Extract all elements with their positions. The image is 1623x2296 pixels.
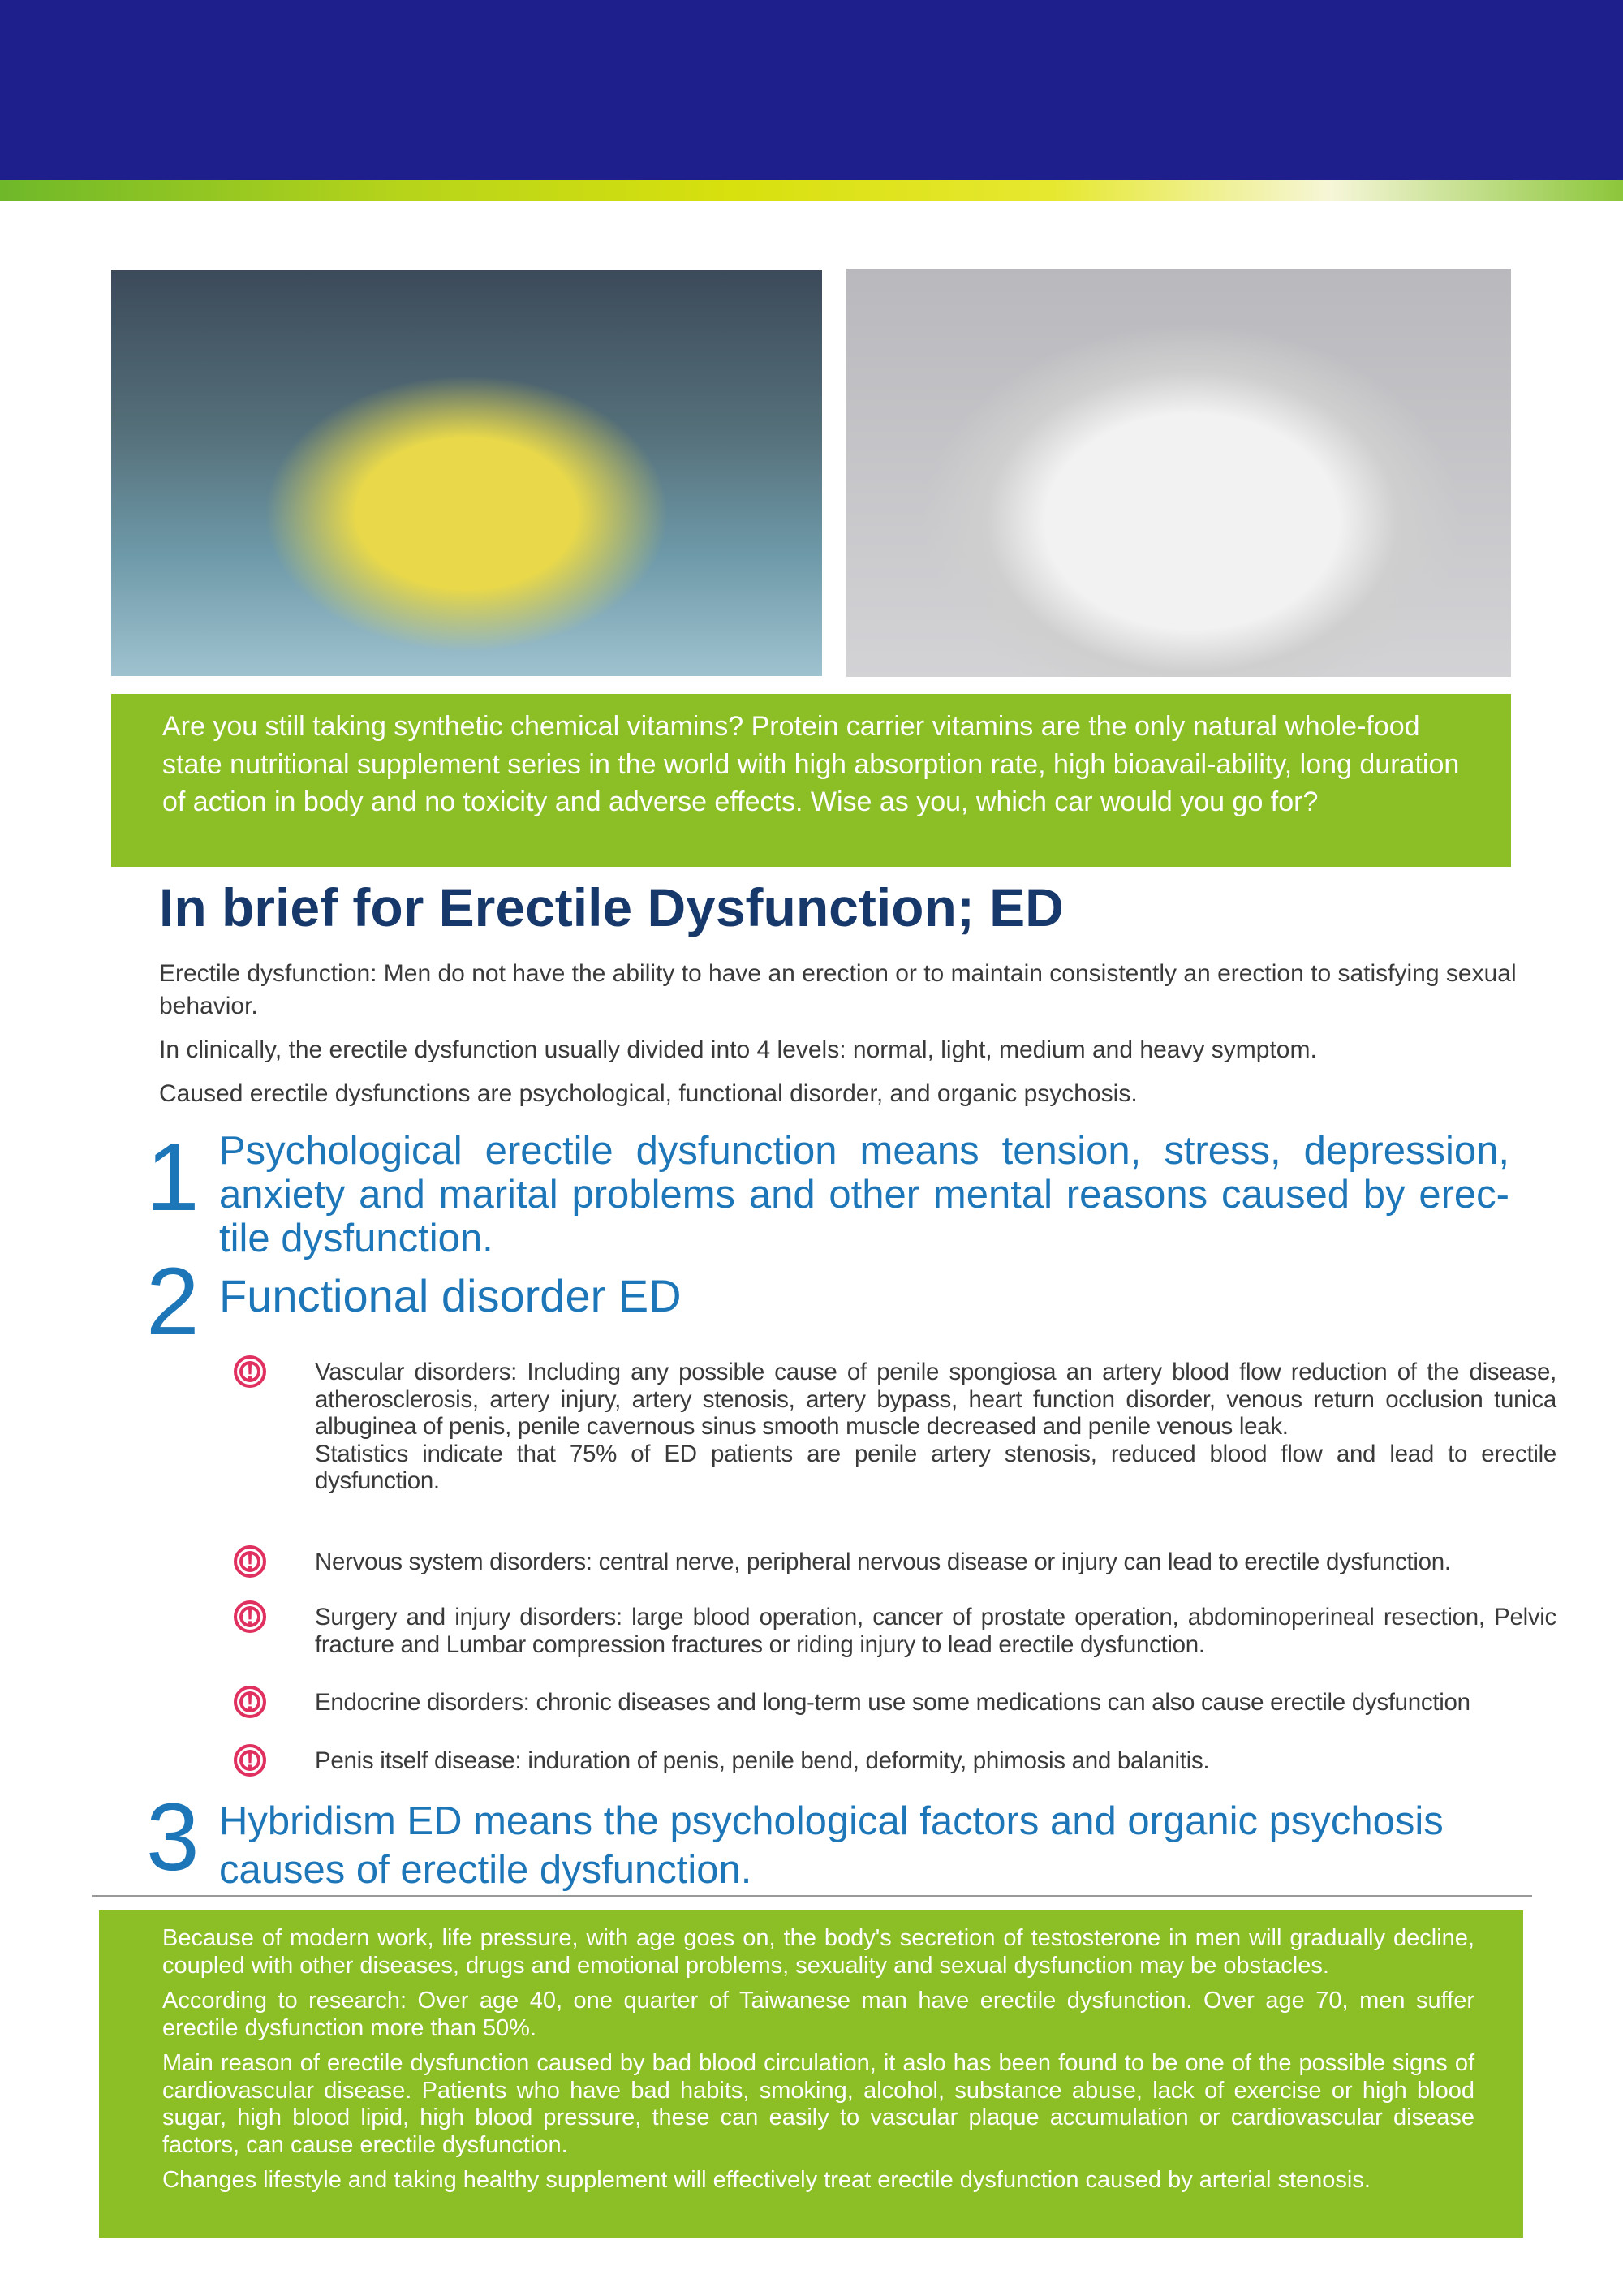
list-item (234, 1604, 1565, 1658)
summary-paragraph: Changes lifestyle and taking healthy supplement will effectively treat erectile dysfunction caused by arterial stenosis. (162, 2167, 1371, 2193)
list-item (234, 1359, 1565, 1495)
summary-paragraph: Main reason of erectile dysfunction caused by bad blood circulation, it aslo has been found to be one of the possible signs of cardiovascular disease. Patients who have bad habits, smoking, alcohol, substance abuse, lack of exercise or high blood sugar, high blood lipid, high blood pressure, these can easily to vascular plaque accumulation or cardiovascular disease factors, can cause erectile dysfunction. (162, 2050, 1474, 2158)
exclamation-circle-icon: ! (234, 1355, 266, 1388)
bullet-text: Penis itself disease: induration of penis, penile bend, deformity, phimosis and balanitis. (315, 1747, 1210, 1774)
exclamation-circle-icon: ! (234, 1600, 266, 1633)
section-text: Hybridism ED means the psychological factors and organic psychosis causes of erectile dysfunction. (219, 1799, 1444, 1892)
levels-paragraph: In clinically, the erectile dysfunction usually divided into 4 levels: normal, light, medium and heavy symptom. (159, 1036, 1317, 1063)
definition-paragraph: Erectile dysfunction: Men do not have the ability to have an erection or to maintain consistently an erection to satisfying sexual behavior. (159, 960, 1517, 1019)
list-item (234, 1689, 1565, 1718)
section-number: 2 (146, 1248, 200, 1355)
header-banner (0, 0, 1623, 180)
intro-box: Are you still taking synthetic chemical vitamins? Protein carrier vitamins are the only natural whole-food state nutritional supplement series in the world with high absorption rate, high bioavail-ability, long duration of action in body and no toxicity and adverse effects. Wise as you, which car would you go for? (111, 694, 1511, 867)
bullet-text: Nervous system disorders: central nerve, peripheral nervous disease or injury can lead to erectile dysfunction. (315, 1549, 1451, 1575)
divider (92, 1895, 1532, 1897)
exclamation-circle-icon: ! (234, 1545, 266, 1578)
gradient-stripe (0, 180, 1623, 201)
exclamation-circle-icon: ! (234, 1744, 266, 1777)
page-title: In brief for Erectile Dysfunction; ED (159, 877, 1064, 937)
summary-paragraph: According to research: Over age 40, one quarter of Taiwanese man have erectile dysfunction. Over age 70, men suffer erectile dysfunction more than 50%. (162, 1988, 1474, 2041)
list-item (234, 1549, 1565, 1578)
bullet-stat: Statistics indicate that 75% of ED patients are penile artery stenosis, reduced blood flow and lead to erectile dysfunction. (315, 1440, 1556, 1494)
section-number: 1 (146, 1124, 200, 1231)
causes-paragraph: Caused erectile dysfunctions are psychological, functional disorder, and organic psychosis. (159, 1080, 1138, 1107)
bullet-text: Vascular disorders: Including any possible cause of penile spongiosa an artery blood flow reduction of the disease, atherosclerosis, artery injury, artery stenosis, artery bypass, heart function disorder, venous return occlusion tunica albuginea of penis, penile cavernous sinus smooth muscle decreased and penile venous leak. (315, 1359, 1556, 1440)
car-frame-photo (111, 270, 822, 676)
summary-paragraph: Because of modern work, life pressure, with age goes on, the body's secretion of testosterone in men will gradually decline, coupled with other diseases, drugs and emotional problems, sexuality and sexual dysfunction may be obstacles. (162, 1925, 1474, 1979)
section-number: 3 (146, 1784, 200, 1891)
summary-box (99, 1910, 1523, 2238)
section-text: Psychological erectile dysfunction means tension, stress, depression, anxiety and marital problems and other mental reasons caused by erec-tile dysfunction. (219, 1129, 1509, 1260)
section-text: Functional disorder ED (219, 1270, 682, 1321)
list-item (234, 1747, 1565, 1777)
bullet-text: Endocrine disorders: chronic diseases and long-term use some medications can also cause erectile dysfunction (315, 1689, 1470, 1716)
bullet-text: Surgery and injury disorders: large blood operation, cancer of prostate operation, abdominoperineal resection, Pelvic fracture and Lumbar compression fractures or riding injury to lead erectile dysfunction. (315, 1604, 1556, 1658)
race-car-photo (846, 269, 1511, 677)
exclamation-circle-icon: ! (234, 1686, 266, 1718)
